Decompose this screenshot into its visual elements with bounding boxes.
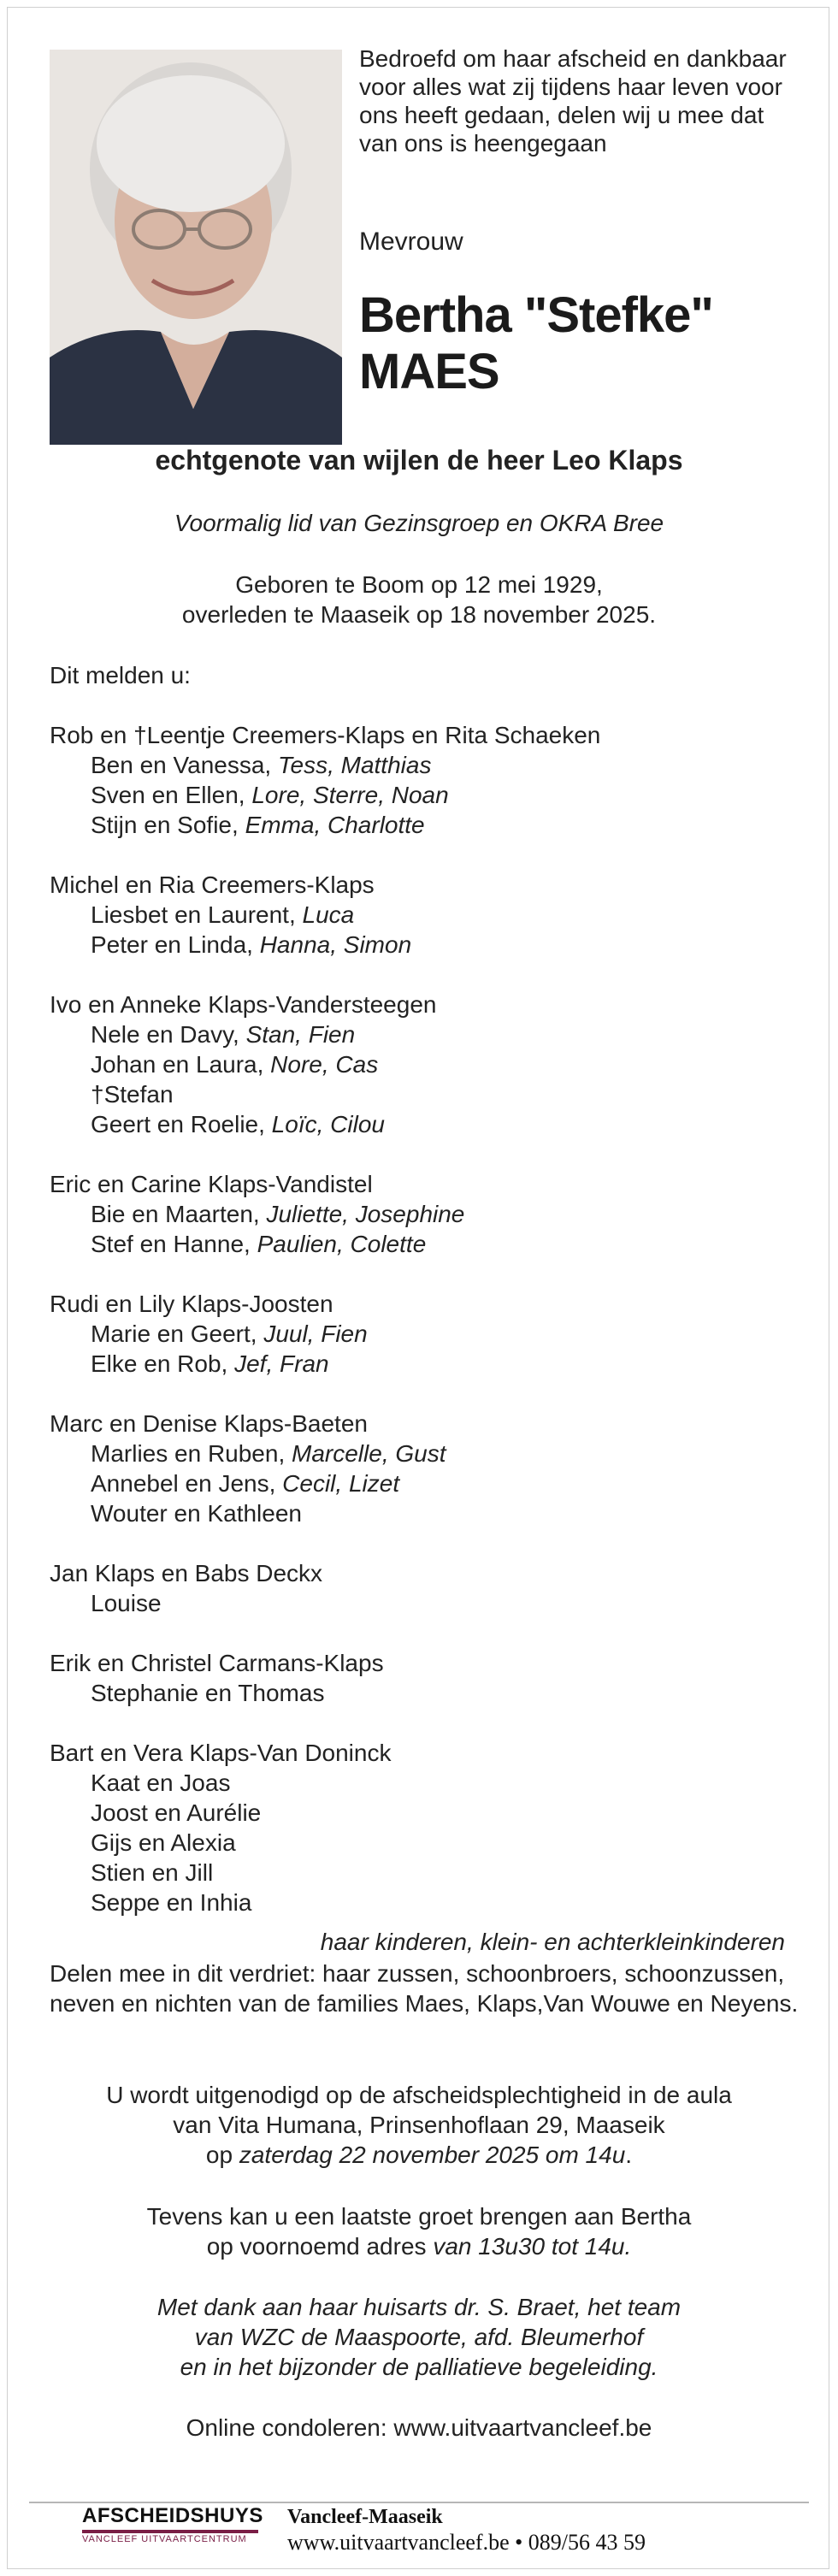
child-names: †Stefan (91, 1081, 174, 1108)
child-names: Seppe en Inhia (91, 1889, 252, 1916)
grandchildren-names: Luca (302, 901, 355, 928)
child-names: Stien en Jill (91, 1859, 214, 1886)
child-names: Louise (91, 1590, 162, 1616)
family-group (50, 870, 802, 960)
child-names: Liesbet en Laurent, (91, 901, 303, 928)
family-child (50, 1828, 802, 1858)
child-names: Stijn en Sofie, (91, 812, 245, 838)
thanks-line-2: van WZC de Maaspoorte, afd. Bleumerhof (194, 2324, 644, 2350)
family-group (50, 1409, 802, 1528)
family-head: Eric en Carine Klaps-Vandistel (50, 1171, 373, 1197)
child-names: Gijs en Alexia (91, 1829, 236, 1856)
child-names: Elke en Rob, (91, 1350, 235, 1377)
grandchildren-names: Marcelle, Gust (292, 1440, 446, 1467)
membership-line: Voormalig lid van Gezinsgroep en OKRA Bree (174, 510, 664, 536)
family-head: Rob en †Leentje Creemers-Klaps en Rita Schaeken (50, 722, 601, 748)
family-child (50, 1319, 802, 1349)
family-head: Jan Klaps en Babs Deckx (50, 1560, 323, 1586)
family-child (50, 750, 802, 780)
family-child (50, 780, 802, 810)
family-child (50, 810, 802, 840)
family-head: Bart en Vera Klaps-Van Doninck (50, 1740, 392, 1766)
logo-subtext: VANCLEEF UITVAARTCENTRUM (82, 2534, 247, 2544)
family-child (50, 1109, 802, 1139)
greet-line-1: Tevens kan u een laatste groet brengen aan Bertha (146, 2203, 692, 2230)
honorific: Mevrouw (359, 227, 463, 256)
child-names: Nele en Davy, (91, 1021, 246, 1048)
family-child (50, 1079, 802, 1109)
intro-text: Bedroefd om haar afscheid en dankbaar voor alles wat zij tijdens haar leven voor ons heeft gedaan, delen wij u mee dat van ons is heengegaan (359, 45, 787, 157)
family-child (50, 1199, 802, 1229)
family-group (50, 1558, 802, 1618)
grandchildren-names: Cecil, Lizet (282, 1470, 400, 1497)
child-names: Stef en Hanne, (91, 1231, 257, 1257)
spouse-line: echtgenote van wijlen de heer Leo Klaps (155, 445, 683, 476)
family-group (50, 1169, 802, 1259)
family-group (50, 1289, 802, 1379)
thanks-line-1: Met dank aan haar huisarts dr. S. Braet, het team (156, 2294, 682, 2320)
logo-bar (82, 2530, 258, 2533)
footer-contact[interactable]: www.uitvaartvancleef.be • 089/56 43 59 (287, 2530, 646, 2555)
portrait-photo (50, 50, 342, 445)
family-head: Erik en Christel Carmans-Klaps (50, 1650, 384, 1676)
signature-line: haar kinderen, klein- en achterkleinkinderen (320, 1929, 785, 1955)
greet-time: van 13u30 tot 14u. (433, 2233, 632, 2260)
footer-title: Vancleef-Maaseik (287, 2506, 443, 2528)
family-group (50, 990, 802, 1139)
ceremony-line-3 (0, 2140, 838, 2170)
name-line-1: Bertha "Stefke" (359, 287, 713, 343)
ceremony-suffix: . (625, 2142, 633, 2168)
announce-label: Dit melden u: (50, 662, 191, 688)
family-child (50, 1678, 802, 1708)
child-names: Stephanie en Thomas (91, 1680, 325, 1706)
child-names: Sven en Ellen, (91, 782, 252, 808)
grandchildren-names: Stan, Fien (245, 1021, 356, 1048)
child-names: Johan en Laura, (91, 1051, 271, 1078)
grandchildren-names: Juliette, Josephine (266, 1201, 465, 1227)
ceremony-line-1: U wordt uitgenodigd op de afscheidsplechtigheid in de aula (106, 2082, 732, 2108)
grandchildren-names: Jef, Fran (234, 1350, 329, 1377)
family-head: Michel en Ria Creemers-Klaps (50, 871, 375, 898)
grandchildren-names: Juul, Fien (263, 1320, 368, 1347)
child-names: Bie en Maarten, (91, 1201, 267, 1227)
deceased-name (359, 287, 713, 400)
family-child (50, 1049, 802, 1079)
family-group (50, 1648, 802, 1708)
birth-line: Geboren te Boom op 12 mei 1929, (235, 571, 603, 598)
logo-text: AFSCHEIDSHUYS (82, 2504, 263, 2527)
ceremony-date: zaterdag 22 november 2025 om 14u (239, 2142, 626, 2168)
family-head: Marc en Denise Klaps-Baeten (50, 1410, 368, 1437)
family-child (50, 1768, 802, 1798)
child-names: Kaat en Joas (91, 1770, 231, 1796)
grandchildren-names: Hanna, Simon (259, 931, 412, 958)
family-head: Ivo en Anneke Klaps-Vandersteegen (50, 991, 437, 1018)
thanks-line-3: en in het bijzonder de palliatieve begeleiding. (180, 2354, 658, 2380)
ceremony-prefix: op (205, 2142, 239, 2168)
grandchildren-names: Lore, Sterre, Noan (251, 782, 449, 808)
family-child (50, 1019, 802, 1049)
greet-line-2 (0, 2231, 838, 2261)
family-group (50, 1738, 802, 1917)
grandchildren-names: Emma, Charlotte (245, 812, 425, 838)
family-child (50, 900, 802, 930)
name-line-2: MAES (359, 344, 499, 399)
footer-divider (29, 2502, 809, 2503)
family-child (50, 1798, 802, 1828)
family-child (50, 930, 802, 960)
funeral-home-logo (82, 2504, 263, 2544)
family-group (50, 720, 802, 840)
grandchildren-names: Paulien, Colette (257, 1231, 427, 1257)
child-names: Joost en Aurélie (91, 1799, 262, 1826)
death-line: overleden te Maaseik op 18 november 2025. (181, 601, 657, 628)
family-child (50, 1588, 802, 1618)
child-names: Ben en Vanessa, (91, 752, 278, 778)
family-child (50, 1229, 802, 1259)
child-names: Marie en Geert, (91, 1320, 264, 1347)
relatives-paragraph: Delen mee in dit verdriet: haar zussen, schoonbroers, schoonzussen, neven en nichten van de families Maes, Klaps,Van Wouwe en Neyens. (50, 1960, 799, 2017)
child-names: Marlies en Ruben, (91, 1440, 292, 1467)
greet-prefix: op voornoemd adres (206, 2233, 434, 2260)
ceremony-line-2: van Vita Humana, Prinsenhoflaan 29, Maaseik (173, 2112, 665, 2138)
family-child (50, 1858, 802, 1888)
child-names: Geert en Roelie, (91, 1111, 272, 1137)
online-condolence[interactable]: Online condoleren: www.uitvaartvancleef.be (186, 2414, 652, 2441)
family-head: Rudi en Lily Klaps-Joosten (50, 1291, 333, 1317)
child-names: Wouter en Kathleen (91, 1500, 302, 1527)
family-child (50, 1888, 802, 1917)
child-names: Peter en Linda, (91, 931, 260, 958)
grandchildren-names: Loïc, Cilou (271, 1111, 385, 1137)
child-names: Annebel en Jens, (91, 1470, 283, 1497)
family-child (50, 1439, 802, 1468)
family-child (50, 1349, 802, 1379)
grandchildren-names: Nore, Cas (270, 1051, 379, 1078)
grandchildren-names: Tess, Matthias (277, 752, 432, 778)
family-child (50, 1498, 802, 1528)
family-child (50, 1468, 802, 1498)
